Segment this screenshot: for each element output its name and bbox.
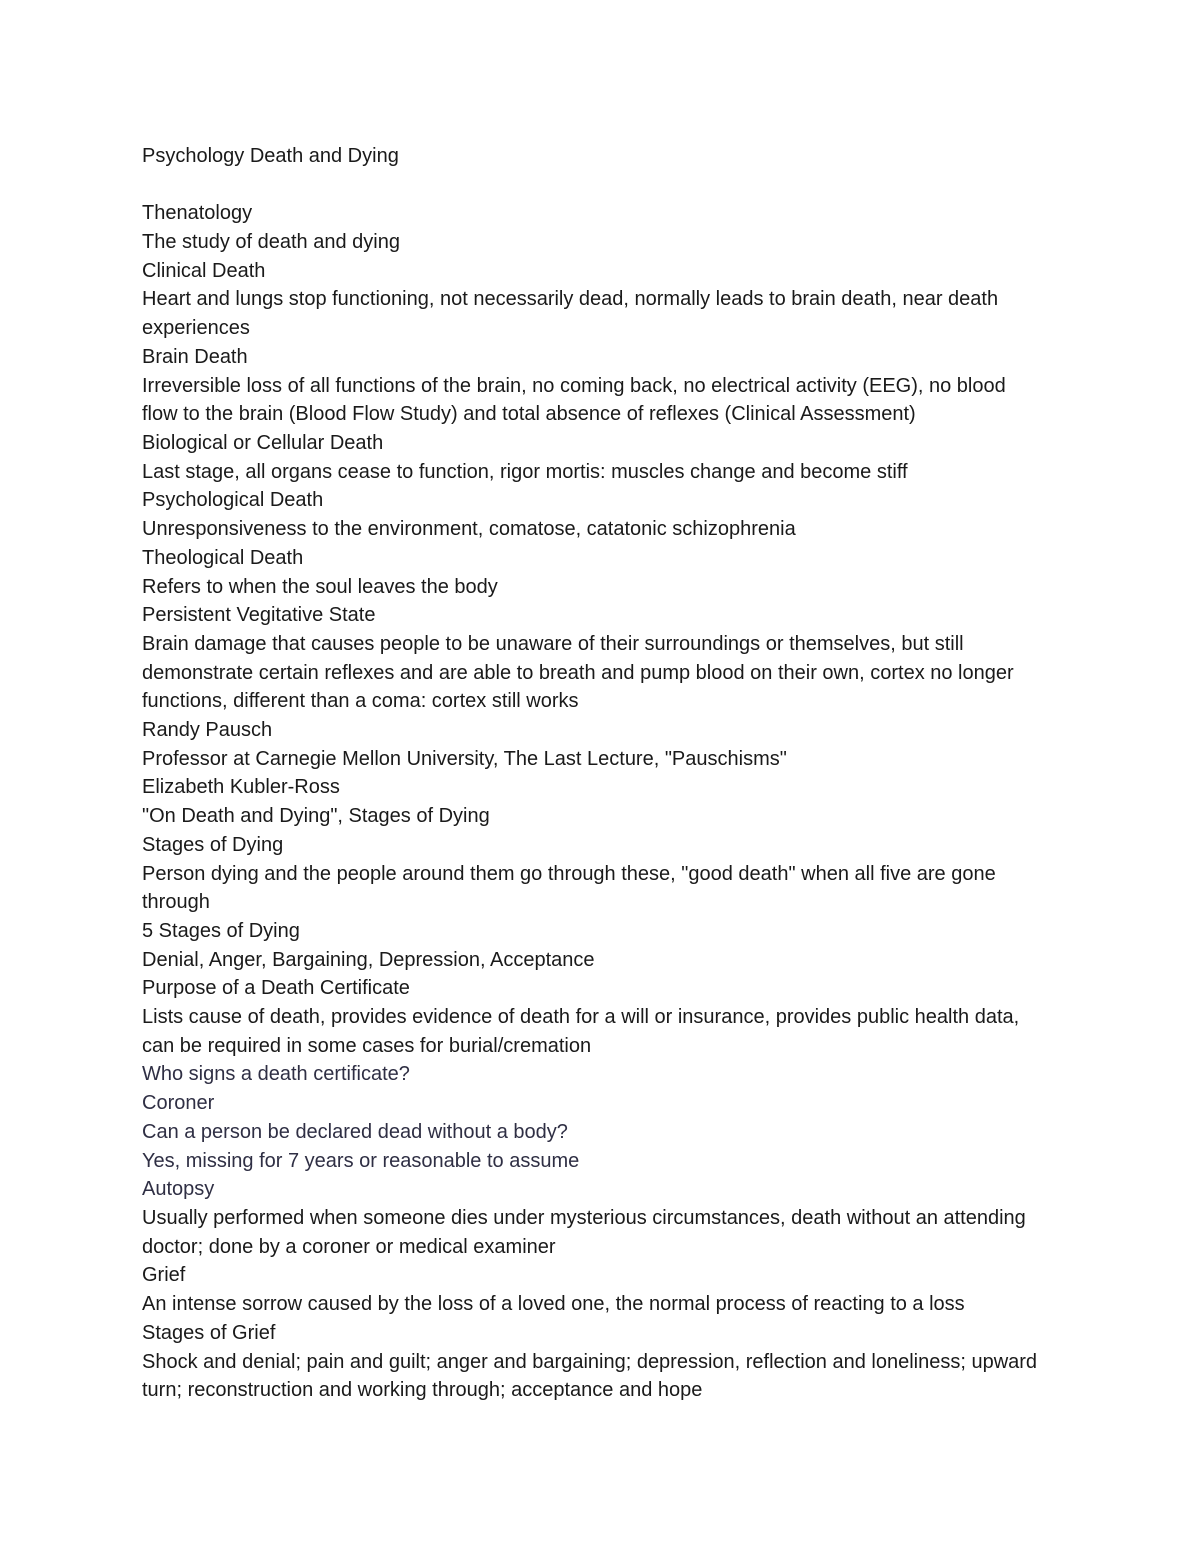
entry-definition: Last stage, all organs cease to function, rigor mortis: muscles change and become stiff [142,460,908,483]
entry-definition: Denial, Anger, Bargaining, Depression, Acceptance [142,948,595,971]
entry [142,831,1042,917]
document-page [142,142,1042,1405]
entry-definition: The study of death and dying [142,231,400,254]
entry-definition: Unresponsiveness to the environment, comatose, catatonic schizophrenia [142,518,796,541]
entry-term: Persistent Vegitative State [142,604,376,627]
entry-term: Theological Death [142,546,304,569]
document-title: Psychology Death and Dying [142,145,399,167]
entry-term: Autopsy [142,1178,215,1201]
entry-definition: Refers to when the soul leaves the body [142,575,498,598]
entry-definition: Brain damage that causes people to be unaware of their surroundings or themselves, but still demonstrate certain reflexes and are able to breath and pump blood on their own, cortex no longer functions, different than a coma: cortex still works [142,632,1014,713]
blank-line [142,171,1042,200]
entry-definition: Shock and denial; pain and guilt; anger and bargaining; depression, reflection and loneliness; upward turn; reconstruction and working through; acceptance and hope [142,1350,1038,1402]
entry-definition: Professor at Carnegie Mellon University, The Last Lecture, "Pauschisms" [142,747,787,770]
entry [142,544,1042,601]
entry-definition: Coroner [142,1092,215,1115]
entry-definition: "On Death and Dying", Stages of Dying [142,805,490,828]
entry-term: Elizabeth Kubler-Ross [142,776,340,799]
entry [142,486,1042,543]
entry-term: 5 Stages of Dying [142,919,300,942]
entry-term: Can a person be declared dead without a body? [142,1120,568,1143]
entry-definition: Person dying and the people around them go through these, "good death" when all five are gone through [142,862,996,914]
entry [142,199,1042,256]
entry-term: Stages of Dying [142,833,284,856]
entry-term: Clinical Death [142,259,266,282]
entry-term: Who signs a death certificate? [142,1063,410,1086]
entry-definition: Lists cause of death, provides evidence of death for a will or insurance, provides public health data, can be required in some cases for burial/cremation [142,1006,1020,1057]
entry [142,601,1042,716]
entry-definition: Heart and lungs stop functioning, not necessarily dead, normally leads to brain death, near death experiences [142,288,999,340]
entry-definition: Yes, missing for 7 years or reasonable to assume [142,1149,580,1172]
entry [142,716,1042,773]
entry-term: Stages of Grief [142,1321,276,1344]
entry-term: Psychological Death [142,489,324,512]
entry [142,343,1042,429]
entry-term: Thenatology [142,202,253,225]
entry-term: Purpose of a Death Certificate [142,977,410,1000]
entry [142,1060,1042,1117]
entry-term: Biological or Cellular Death [142,432,384,454]
entry-term: Brain Death [142,345,248,368]
entry [142,1261,1042,1318]
entry-definition: Irreversible loss of all functions of the brain, no coming back, no electrical activity (EEG), no blood flow to the brain (Blood Flow Study) and total absence of reflexes (Clinical Assessment) [142,374,1006,426]
entry-definition: An intense sorrow caused by the loss of a loved one, the normal process of reacting to a loss [142,1293,965,1316]
entry-term: Grief [142,1264,186,1287]
entry [142,773,1042,830]
entry [142,1118,1042,1175]
entry-term: Randy Pausch [142,719,273,742]
entry-definition: Usually performed when someone dies under mysterious circumstances, death without an attending doctor; done by a coroner or medical examiner [142,1206,1026,1258]
entry [142,1319,1042,1405]
entry [142,917,1042,974]
entry [142,257,1042,343]
entry [142,429,1042,486]
entry [142,974,1042,1060]
entry [142,1175,1042,1261]
